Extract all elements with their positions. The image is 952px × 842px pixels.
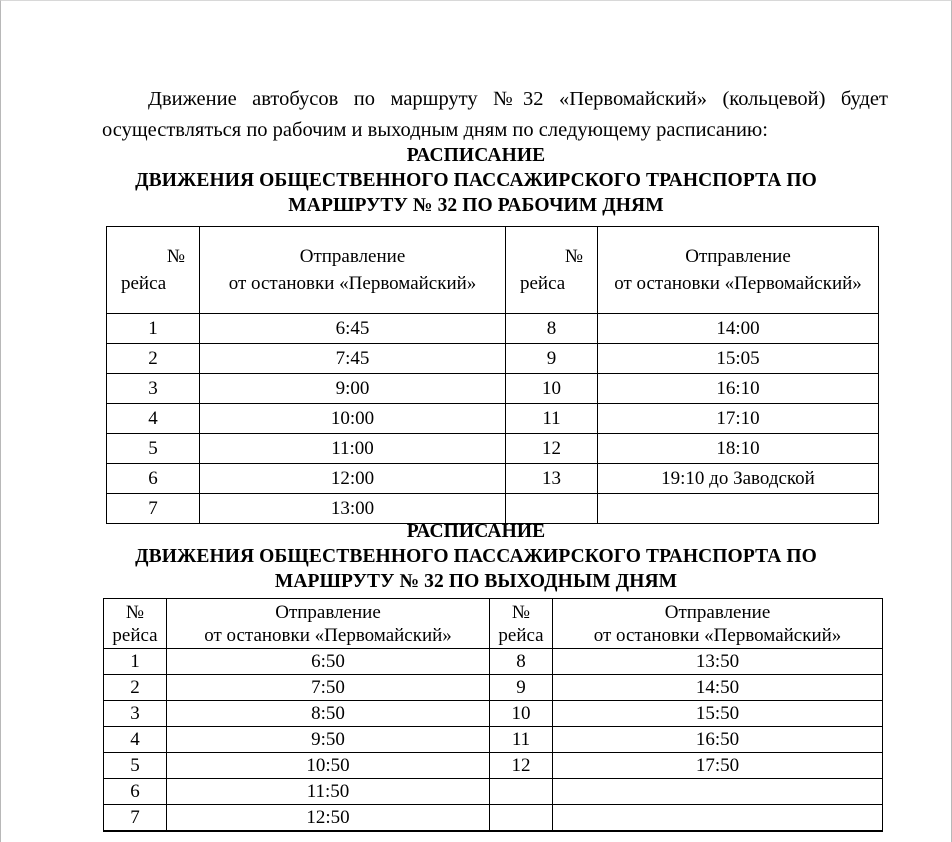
table-row — [107, 404, 879, 434]
departure-time-left-cell: 11:00 — [200, 434, 506, 464]
column-header-departure-right — [553, 599, 883, 649]
trip-number-right-cell: 9 — [490, 675, 553, 701]
trip-number-left-cell: 3 — [104, 701, 167, 727]
trip-number-right-cell: 9 — [506, 344, 598, 374]
trip-number-right-cell — [490, 805, 553, 832]
weekday-heading-line-2: ДВИЖЕНИЯ ОБЩЕСТВЕННОГО ПАССАЖИРСКОГО ТРАНСПОРТА ПО — [135, 170, 817, 191]
departure-time-left-cell: 9:50 — [167, 727, 490, 753]
departure-time-left-cell: 11:50 — [167, 779, 490, 805]
departure-time-left-cell: 12:00 — [200, 464, 506, 494]
weekend-heading-line-3: МАРШРУТУ № 32 ПО ВЫХОДНЫМ ДНЯМ — [274, 571, 678, 592]
departure-time-right-cell: 14:00 — [598, 314, 879, 344]
trip-number-right-cell — [490, 779, 553, 805]
intro-paragraph: Движение автобусов по маршруту №32 «Первомайский» (кольцевой) будет осуществляться по рабочим и выходным дням по следующему расписанию: — [102, 87, 888, 141]
weekday-heading-line-3: МАРШРУТУ № 32 ПО РАБОЧИМ ДНЯМ — [288, 195, 664, 216]
departure-time-right-cell: 14:50 — [553, 675, 883, 701]
trip-number-left-cell: 5 — [104, 753, 167, 779]
departure-time-right-cell: 17:10 — [598, 404, 879, 434]
header-no-symbol: № — [125, 601, 145, 623]
departure-time-left-cell: 13:00 — [200, 494, 506, 524]
trip-number-left-cell: 3 — [107, 374, 200, 404]
header-departure-line-1: Отправление — [275, 601, 381, 623]
weekend-schedule-table — [103, 598, 883, 832]
column-header-trip-number-right — [506, 227, 598, 314]
trip-number-right-cell: 10 — [506, 374, 598, 404]
trip-number-right-cell: 8 — [490, 649, 553, 675]
header-departure-line-1: Отправление — [299, 246, 406, 267]
trip-number-left-cell: 7 — [107, 494, 200, 524]
weekend-heading-line-2: ДВИЖЕНИЯ ОБЩЕСТВЕННОГО ПАССАЖИРСКОГО ТРАНСПОРТА ПО — [135, 546, 817, 567]
departure-time-left-cell: 10:00 — [200, 404, 506, 434]
trip-number-left-cell: 4 — [104, 727, 167, 753]
header-no-word: рейса — [498, 624, 544, 646]
column-header-departure-right — [598, 227, 879, 314]
table-header-row — [104, 599, 883, 649]
trip-number-right-cell: 8 — [506, 314, 598, 344]
header-departure-line-1: Отправление — [664, 601, 771, 623]
departure-time-left-cell: 6:45 — [200, 314, 506, 344]
trip-number-left-cell: 6 — [104, 779, 167, 805]
trip-number-left-cell: 2 — [104, 675, 167, 701]
trip-number-right-cell: 12 — [490, 753, 553, 779]
trip-number-right-cell: 13 — [506, 464, 598, 494]
table-row — [104, 805, 883, 832]
table-row — [107, 314, 879, 344]
trip-number-left-cell: 6 — [107, 464, 200, 494]
departure-time-left-cell: 9:00 — [200, 374, 506, 404]
table-row — [104, 649, 883, 675]
header-no-symbol: № — [166, 246, 185, 267]
header-no-symbol: № — [511, 601, 531, 623]
departure-time-left-cell: 10:50 — [167, 753, 490, 779]
departure-time-right-cell — [553, 779, 883, 805]
departure-time-right-cell: 16:10 — [598, 374, 879, 404]
departure-time-right-cell — [553, 805, 883, 832]
departure-time-left-cell: 8:50 — [167, 701, 490, 727]
column-header-trip-number-left — [107, 227, 200, 314]
table-row — [104, 779, 883, 805]
departure-time-right-cell: 15:50 — [553, 701, 883, 727]
weekend-schedule-heading — [0, 519, 952, 594]
weekend-heading-line-1: РАСПИСАНИЕ — [406, 521, 546, 542]
departure-time-left-cell: 12:50 — [167, 805, 490, 832]
trip-number-left-cell: 2 — [107, 344, 200, 374]
departure-time-right-cell: 13:50 — [553, 649, 883, 675]
header-no-symbol: № — [564, 246, 583, 267]
departure-time-left-cell: 7:45 — [200, 344, 506, 374]
header-no-word: рейса — [520, 273, 566, 294]
table-row — [104, 727, 883, 753]
header-departure-line-2: от остановки «Первомайский» — [204, 624, 452, 646]
header-no-word: рейса — [121, 273, 167, 294]
table-row — [107, 344, 879, 374]
table-row — [104, 701, 883, 727]
table-row — [104, 753, 883, 779]
departure-time-left-cell: 7:50 — [167, 675, 490, 701]
weekday-schedule-table — [106, 226, 879, 524]
trip-number-right-cell: 11 — [490, 727, 553, 753]
trip-number-left-cell: 5 — [107, 434, 200, 464]
departure-time-right-cell: 18:10 — [598, 434, 879, 464]
weekday-schedule-heading — [0, 143, 952, 218]
table-header-row — [107, 227, 879, 314]
header-departure-line-2: от остановки «Первомайский» — [228, 273, 477, 294]
trip-number-left-cell: 1 — [104, 649, 167, 675]
weekday-heading-line-1: РАСПИСАНИЕ — [406, 145, 546, 166]
header-departure-line-2: от остановки «Первомайский» — [593, 624, 842, 646]
column-header-departure-left — [200, 227, 506, 314]
table-row — [107, 434, 879, 464]
trip-number-right-cell: 10 — [490, 701, 553, 727]
column-header-departure-left — [167, 599, 490, 649]
trip-number-right-cell: 12 — [506, 434, 598, 464]
header-departure-line-1: Отправление — [685, 246, 791, 267]
trip-number-left-cell: 1 — [107, 314, 200, 344]
trip-number-right-cell: 11 — [506, 404, 598, 434]
departure-time-right-cell: 17:50 — [553, 753, 883, 779]
table-row — [104, 675, 883, 701]
trip-number-left-cell: 4 — [107, 404, 200, 434]
header-departure-line-2: от остановки «Первомайский» — [614, 273, 862, 294]
header-no-word: рейса — [112, 624, 158, 646]
table-row — [107, 374, 879, 404]
column-header-trip-number-right — [490, 599, 553, 649]
departure-time-left-cell: 6:50 — [167, 649, 490, 675]
departure-time-right-cell: 16:50 — [553, 727, 883, 753]
trip-number-left-cell: 7 — [104, 805, 167, 832]
column-header-trip-number-left — [104, 599, 167, 649]
departure-time-right-cell: 15:05 — [598, 344, 879, 374]
table-row — [107, 464, 879, 494]
departure-time-right-cell: 19:10 до Заводской — [598, 464, 879, 494]
